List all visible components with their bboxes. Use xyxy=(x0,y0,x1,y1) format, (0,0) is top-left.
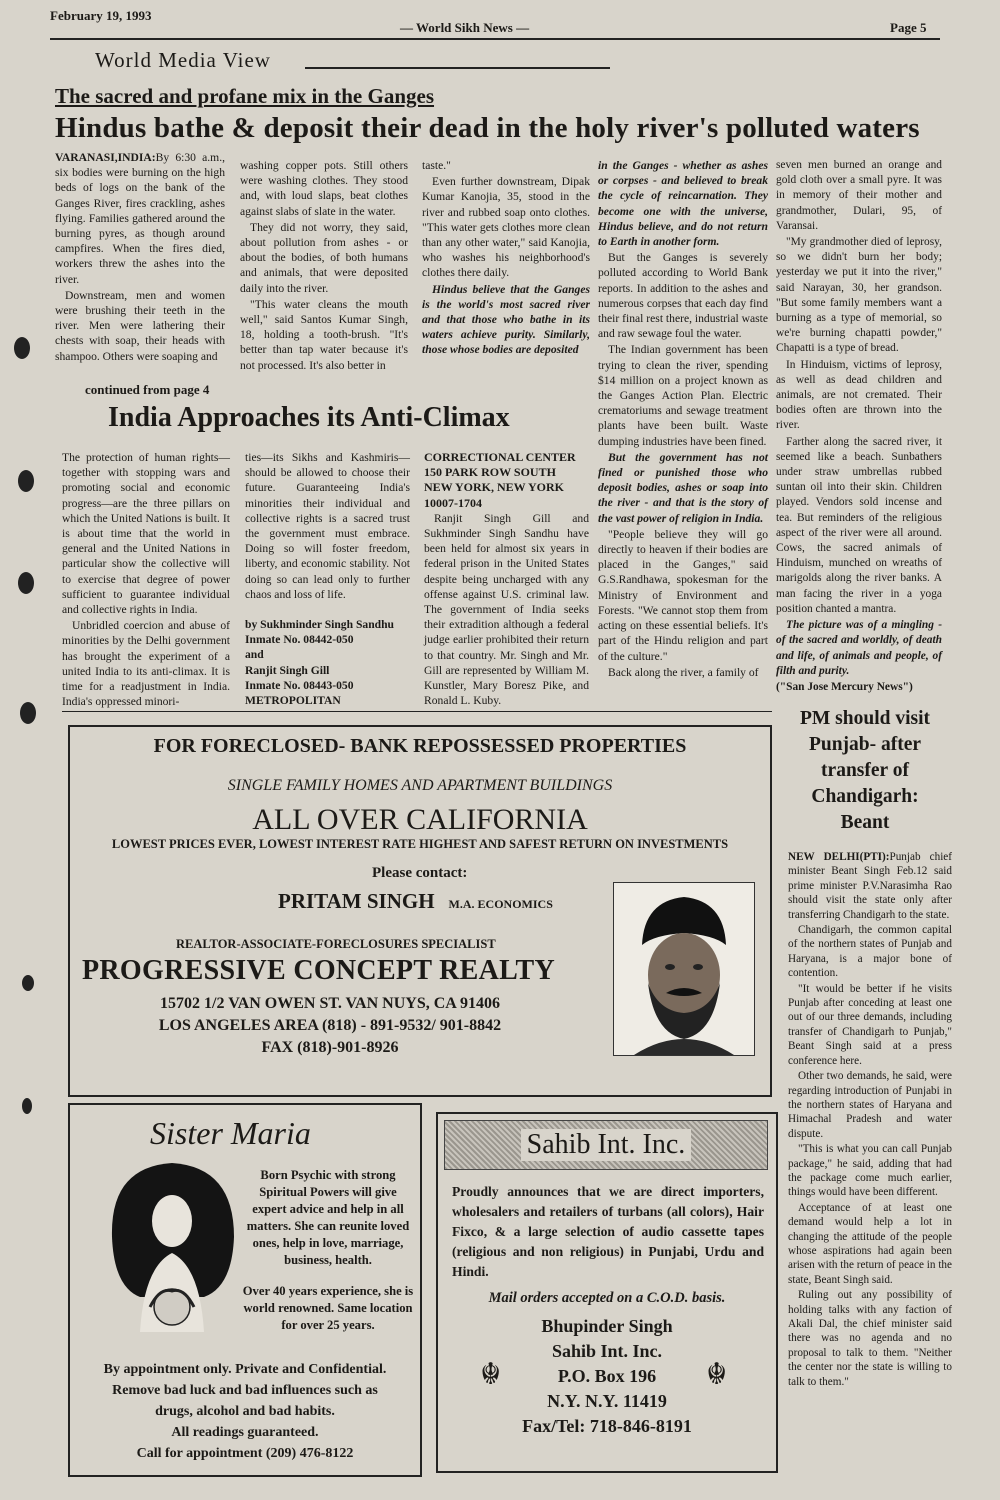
agent-photo xyxy=(613,882,755,1056)
sahib-title: Sahib Int. Inc. xyxy=(521,1129,692,1161)
company-phone: LOS ANGELES AREA (818) - 891-9532/ 901-8842 xyxy=(158,1017,502,1034)
ganges-dateline: VARANASI,INDIA: xyxy=(55,151,156,164)
paragraph: "My grandmother died of leprosy, so we didn't burn her body; yesterday we put it into the river," said Narayan, 30, her grandson. "But some family members want a burning as a type of memorial, so we're burning chapatti powder," Chapatti is a type of bread. xyxy=(776,236,942,355)
ganges-column-4 xyxy=(598,158,768,681)
signature-line: and xyxy=(245,648,264,662)
paragraph: taste." xyxy=(422,159,451,172)
paragraph: Other two demands, he said, were regarding introduction of Punjabi in the northern states of Haryana and Himachal Pradesh and water dispute. xyxy=(788,1070,952,1140)
continued-note: continued from page 4 xyxy=(85,382,210,397)
paragraph: "This water cleans the mouth well," said Santos Kumar Singh, 18, holding a tooth-brush. "It's better than tap water because it's not processed. It's also better in xyxy=(240,297,408,372)
readings-guaranteed: All readings guaranteed. xyxy=(171,1425,319,1440)
paragraph: Back along the river, a family of xyxy=(608,665,759,679)
psychic-illustration xyxy=(100,1157,245,1337)
sahib-body: Proudly announces that we are direct importers, wholesalers and retailers of turbans (all colors), Hair Fixco, & a large selection of audio cassette tapes (religious and non religious) in Punjabi, Urdu and Hindi. xyxy=(452,1184,764,1279)
ganges-kicker: The sacred and profane mix in the Ganges xyxy=(55,84,435,108)
paragraph: Unbridled coercion and abuse of minorities by the Delhi government has brought the experiment of a united India to its anti-climax. It is time for a readjustment in India. India's oppressed minori- xyxy=(62,619,230,709)
headline-line: Beant xyxy=(840,812,890,833)
binder-hole xyxy=(20,702,36,724)
ganges-headline: Hindus bathe & deposit their dead in the holy river's polluted waters xyxy=(55,112,920,144)
bad-habits: drugs, alcohol and bad habits. xyxy=(155,1404,335,1419)
paragraph: ties—its Sikhs and Kashmiris—should be allowed to choose their future. Guaranteeing India's minorities their individual and collective rights is a sacred trust the government must embrace. Doing so will foster freedom, liberty, and economic stability. Not doing so can lead only to further chaos and loss of life. xyxy=(245,451,410,601)
khanda-icon: ☬ xyxy=(706,1358,728,1391)
ganges-column-2 xyxy=(240,158,408,374)
binder-hole xyxy=(14,337,30,359)
ad-contact-label: Please contact: xyxy=(372,865,468,881)
address-line: NEW YORK, NEW YORK xyxy=(424,480,565,495)
realty-ad xyxy=(68,725,772,1097)
paragraph: The Indian government has been trying to clean the river, spending $14 million on a project known as the Ganges Action Plan. Electric crematoriums and sewage treatment plants have been built. Waste dumping industries have been fined. xyxy=(598,343,768,448)
ad-subheadline: SINGLE FAMILY HOMES AND APARTMENT BUILDINGS xyxy=(227,777,613,794)
page-number: Page 5 xyxy=(890,20,927,35)
company-fax: FAX (818)-901-8926 xyxy=(261,1039,399,1056)
khanda-icon: ☬ xyxy=(480,1358,502,1391)
ganges-column-3 xyxy=(422,158,590,359)
contact-line: P.O. Box 196 xyxy=(557,1366,657,1386)
psychic-intro: Born Psychic with strong Spiritual Powers will give expert advice and help in all matters. She can reunite loved ones, help in love, marriage, business, health. xyxy=(246,1168,410,1267)
signature-line: Inmate No. 08442-050 xyxy=(245,633,354,647)
ad-tagline: LOWEST PRICES EVER, LOWEST INTEREST RATE HIGHEST AND SAFEST RETURN ON INVESTMENTS xyxy=(111,837,729,851)
masthead-rule xyxy=(50,38,940,40)
paragraph: But the Ganges is severely polluted according to World Bank reports. In addition to the ashes and numerous corpses that each day find their final rest there, industrial waste and raw sewage foul the water. xyxy=(598,251,768,341)
ad-region: ALL OVER CALIFORNIA xyxy=(252,803,588,836)
agent-role: REALTOR-ASSOCIATE-FORECLOSURES SPECIALIST xyxy=(176,937,496,951)
contact-line: Fax/Tel: 718-846-8191 xyxy=(522,1416,692,1436)
remove-bad-luck: Remove bad luck and bad influences such as xyxy=(112,1383,378,1398)
appointment-note: By appointment only. Private and Confidential. xyxy=(103,1362,387,1377)
paragraph: Chandigarh, the common capital of the northern states of Punjab and Haryana, is a major bone of contention. xyxy=(788,924,952,980)
pm-dateline: NEW DELHI(PTI): xyxy=(788,851,890,863)
appointment-phone: Call for appointment (209) 476-8122 xyxy=(136,1446,354,1461)
paragraph: in the Ganges - whether as ashes or corpses - and believed to break the cycle of reincarnation. They become one with the universe, Hindus believe, and do not return to Earth in another form. xyxy=(598,159,768,249)
article-divider xyxy=(62,711,772,712)
binder-hole xyxy=(22,975,34,991)
headline-line: Punjab- after xyxy=(808,734,922,755)
sister-maria-title: Sister Maria xyxy=(150,1115,311,1151)
address-line: CORRECTIONAL CENTER xyxy=(424,450,576,464)
sahib-mail-orders: Mail orders accepted on a C.O.D. basis. xyxy=(488,1290,726,1306)
source-credit: ("San Jose Mercury News") xyxy=(776,680,913,693)
psychic-portrait-icon xyxy=(100,1157,245,1337)
pm-headline xyxy=(780,706,950,836)
paragraph: Ranjit Singh Gill and Sukhminder Singh Sandhu have been held for almost six years in federal prison in the United States despite being uncharged with any offense against U.S. criminal law. The government of India seeks their extradition although a federal judge earlier prohibited their return to that country. Mr. Singh and Mr. Gill are represented by William M. Kunstler, Mary Boresz Pike, and Ronald L. Kuby. xyxy=(424,511,589,708)
agent-name-line xyxy=(278,889,553,914)
psychic-experience: Over 40 years experience, she is world renowned. Same location for over 25 years. xyxy=(242,1284,414,1332)
address-line: 10007-1704 xyxy=(424,495,482,510)
sahib-int-ad xyxy=(436,1112,778,1473)
ganges-column-5 xyxy=(776,158,942,696)
section-title: World Media View xyxy=(95,48,271,72)
sahib-title-banner xyxy=(444,1120,768,1170)
ad-headline: FOR FORECLOSED- BANK REPOSSESSED PROPERTIES xyxy=(153,735,687,757)
agent-portrait-illustration xyxy=(614,883,754,1055)
paragraph: washing copper pots. Still others were washing clothes. They stood and, with loud slaps, beat clothes against slabs of slate in the water. xyxy=(240,159,408,218)
paragraph: Punjab chief minister Beant Singh Feb.12 said prime minister P.V.Narasimha Rao should visit the state only after transferring Chandigarh to the state. xyxy=(788,851,952,921)
address-line: 150 PARK ROW SOUTH xyxy=(424,465,556,480)
signature-line: METROPOLITAN xyxy=(245,694,341,708)
paragraph: Even further downstream, Dipak Kumar Kanojia, 35, stood in the river and rubbed soap onto clothes. "This water gets clothes more clean than any other water," said Kanojia, who washes his neighborhood's clothes there daily. xyxy=(422,175,590,280)
paragraph: The protection of human rights—together with stopping wars and promoting social and economic progress—are the three pillars on which the United Nations is built. It is about time that the world in general and the United Nations in particular show the collective will to exercise that degree of power sufficient to guarantee individual and collective rights in India. xyxy=(62,451,230,617)
paragraph: Downstream, men and women were brushing their teeth in the river. Men were lathering their chests with soap, their heads with shampoo. Others were soaping and xyxy=(55,288,225,363)
headline-line: Chandigarh: xyxy=(811,786,919,807)
signature-line: by Sukhminder Singh Sandhu xyxy=(245,618,394,632)
paragraph: seven men burned an orange and gold cloth over a small pyre. It was in memory of their mother and grandmother, Dulari, 95, of Varansai. xyxy=(776,159,942,232)
india-column-1 xyxy=(62,450,230,710)
contact-line: Bhupinder Singh xyxy=(541,1316,673,1336)
agent-credential: M.A. ECONOMICS xyxy=(448,897,553,911)
india-column-3 xyxy=(424,450,589,709)
company-name: PROGRESSIVE CONCEPT REALTY xyxy=(82,955,556,986)
contact-line: N.Y. N.Y. 11419 xyxy=(547,1391,667,1411)
pm-article-body xyxy=(788,850,952,1390)
paragraph: But the government has not fined or punished those who deposit bodies, ashes or soap into the river - and that is the story of the vast power of religion in India. xyxy=(598,450,768,525)
contact-line: Sahib Int. Inc. xyxy=(551,1341,663,1361)
paragraph: By 6:30 a.m., six bodies were burning on the high beds of logs on the bank of the Ganges River, fires crackling, ashes flying. Families gathered around the burning pyres, as though around campfires. When the fires died, workers threw the ashes into the river. xyxy=(55,151,225,286)
ganges-column-1 xyxy=(55,150,225,365)
paper-name: — World Sikh News — xyxy=(400,20,530,35)
paragraph: Ruling out any possibility of holding talks with any faction of Akali Dal, the chief minister said there was no agenda and no proposal to talk to them. "Neither the center nor the state is willing to talk to them." xyxy=(788,1289,952,1388)
issue-date: February 19, 1993 xyxy=(50,8,152,23)
paragraph: The picture was of a mingling - of the sacred and worldly, of death and life, of animals and people, of filth and purity. xyxy=(776,619,942,677)
paragraph: In Hinduism, victims of leprosy, as well as dead children and animals, are not cremated. Their bodies often are thrown into the river. xyxy=(776,358,942,432)
binder-hole xyxy=(18,470,34,492)
paragraph: Hindus believe that the Ganges is the world's most sacred river and that those who bathe in its waters achieve purity. Similarly, those whose bodies are deposited xyxy=(422,282,590,357)
paragraph: Acceptance of at least one demand would help a lot in changing the attitude of the people whose aspirations had again been arisen with the return of peace in the state, Beant Singh said. xyxy=(788,1201,952,1286)
headline-line: PM should visit xyxy=(799,708,931,729)
paragraph: Farther along the sacred river, it seemed like a beach. Sunbathers under straw umbrellas rubbed suntan oil into their skin. Children played. Vendors sold incense and tea. But reminders of the religious aspect of the river were all around. Cows, the sacred animals of Hinduism, munched on wreaths of marigolds along the river banks. A man facing the river in a yoga position chanted a mantra. xyxy=(776,435,942,615)
sister-maria-ad xyxy=(68,1103,422,1477)
binder-hole xyxy=(18,572,34,594)
signature-line: Ranjit Singh Gill xyxy=(245,663,330,677)
paragraph: They did not worry, they said, about pollution from ashes - or about the bodies, of both humans and animals, that were deposited daily into the river. xyxy=(240,220,408,295)
paragraph: "It would be better if he visits Punjab after conceding at least one out of our three demands, including transfer of Chandigarh to Punjab," Beant Singh said at a press conference here. xyxy=(788,982,952,1067)
signature-line: Inmate No. 08443-050 xyxy=(245,678,354,692)
company-address: 15702 1/2 VAN OWEN ST. VAN NUYS, CA 91406 xyxy=(160,995,500,1012)
agent-name: PRITAM SINGH xyxy=(278,889,435,913)
headline-line: transfer of xyxy=(821,760,909,781)
paragraph: "This is what you can call Punjab package," he said, adding that had the package come much earlier, things would have been different. xyxy=(788,1143,952,1199)
india-headline: India Approaches its Anti-Climax xyxy=(108,402,510,433)
paragraph: "People believe they will go directly to heaven if their bodies are placed in the Ganges," said G.S.Randhawa, spokesman for the Ministry of Environment and Forests. "We cannot stop them from acting on these essential beliefs. It's part of the Hindu religion and part of the culture." xyxy=(598,527,768,663)
section-rule xyxy=(305,67,610,69)
india-column-2 xyxy=(245,450,410,708)
binder-hole xyxy=(22,1098,32,1114)
